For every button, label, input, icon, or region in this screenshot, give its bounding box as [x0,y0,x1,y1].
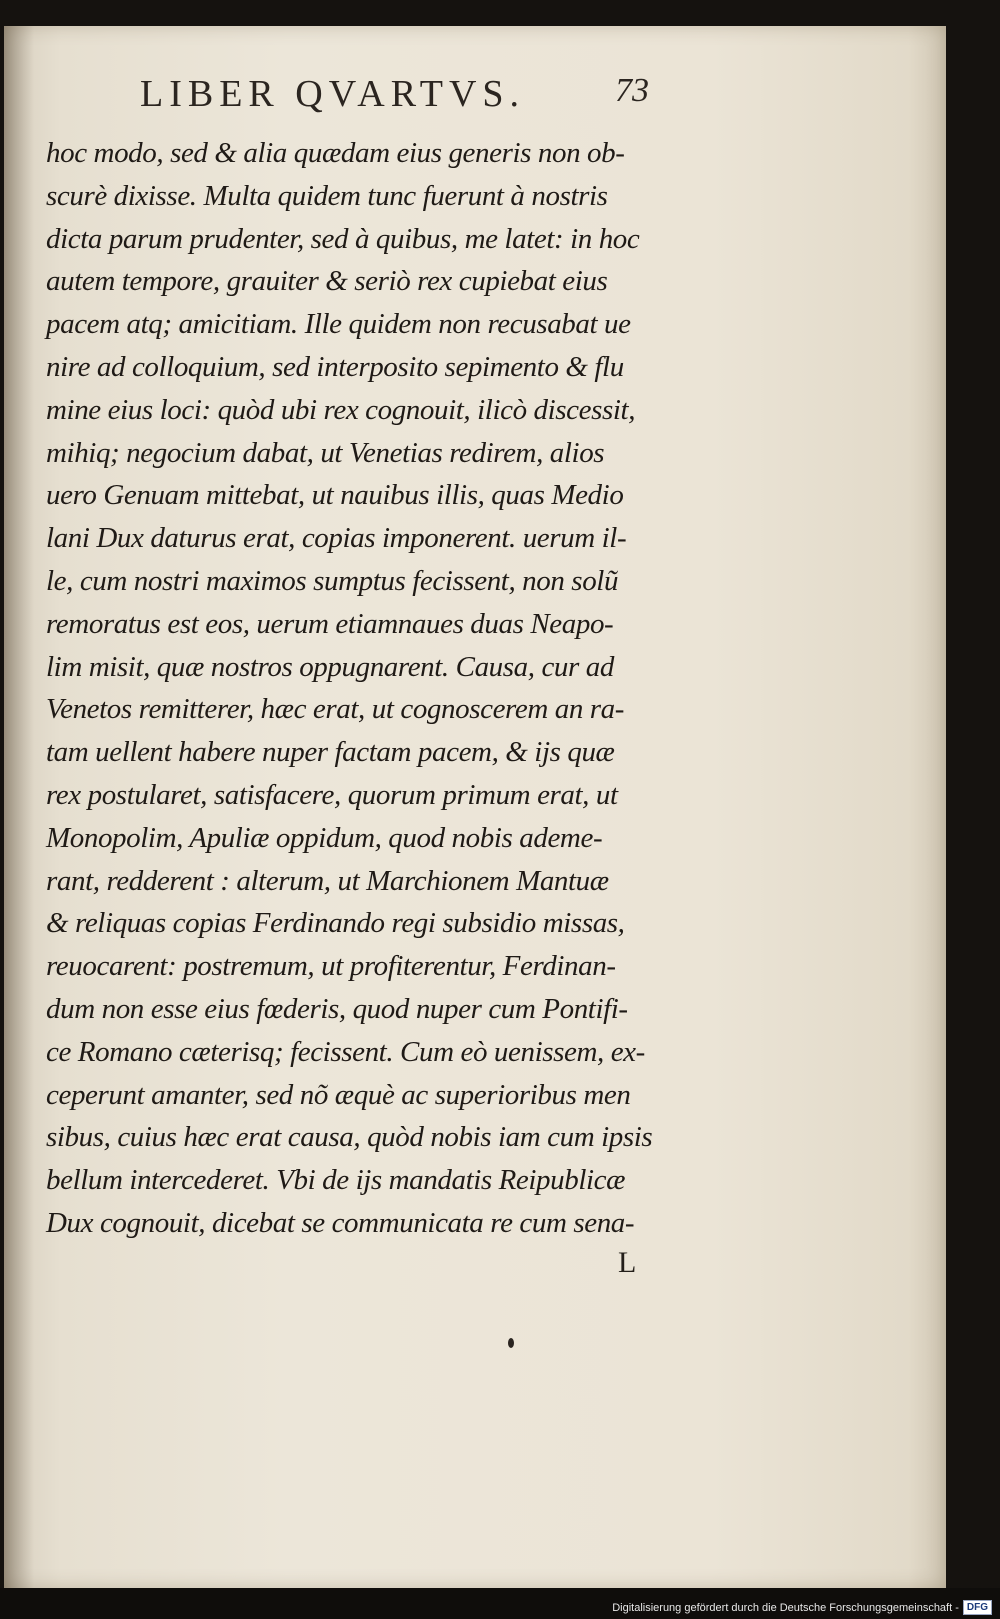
text-line: Monopolim, Apuliæ oppidum, quod nobis ademe- [46,821,603,854]
text-line: rex postularet, satisfacere, quorum primum erat, ut [46,778,618,811]
text-line: mine eius loci: quòd ubi rex cognouit, ilicò discessit, [46,393,636,426]
text-line: lim misit, quæ nostros oppugnarent. Causa, cur ad [46,650,614,683]
text-line: ce Romano cæterisq; fecissent. Cum eò uenissem, ex- [46,1035,645,1068]
text-line: tam uellent habere nuper factam pacem, & ijs quæ [46,736,615,769]
text-line: uero Genuam mittebat, ut nauibus illis, quas Medio [46,479,624,512]
digitization-footer [612,1600,992,1615]
text-line: autem tempore, grauiter & seriò rex cupiebat eius [46,265,608,298]
text-line: ceperunt amanter, sed nõ æquè ac superioribus men [46,1078,631,1111]
folio-number: 73 [615,72,649,109]
spine-shadow [4,26,34,1588]
text-line: mihiq; negocium dabat, ut Venetias redirem, alios [46,436,605,469]
text-line: pacem atq; amicitiam. Ille quidem non recusabat ue [46,308,631,341]
text-line: Venetos remitterer, hæc erat, ut cognoscerem an ra- [46,693,625,726]
body-text [46,132,696,1245]
ink-speck [508,1338,514,1348]
text-line: & reliquas copias Ferdinando regi subsidio missas, [46,907,625,940]
text-line: rant, redderent : alterum, ut Marchionem Mantuæ [46,864,609,897]
text-line: le, cum nostri maximos sumptus fecissent, non solũ [46,564,619,597]
dfg-logo-icon: DFG [963,1600,992,1615]
running-head [130,64,690,124]
footer-credit: Digitalisierung gefördert durch die Deutsche Forschungsgemeinschaft - [612,1601,959,1614]
text-line: remoratus est eos, uerum etiamnaues duas Neapo- [46,607,614,640]
running-title: LIBER QVARTVS. [140,73,526,115]
text-line: scurè dixisse. Multa quidem tunc fuerunt à nostris [46,179,608,212]
text-line: dum non esse eius fœderis, quod nuper cum Pontifi- [46,992,628,1025]
text-line: dicta parum prudenter, sed à quibus, me latet: in hoc [46,222,640,255]
text-line: nire ad colloquium, sed interposito sepimento & flu [46,350,624,383]
text-line: bellum intercederet. Vbi de ijs mandatis Reipublicæ [46,1164,626,1197]
text-line: reuocarent: postremum, ut profiterentur, Ferdinan- [46,950,616,983]
signature-mark: L [618,1246,637,1279]
text-line: Dux cognouit, dicebat se communicata re cum sena- [46,1206,635,1239]
text-line: sibus, cuius hæc erat causa, quòd nobis iam cum ipsis [46,1121,653,1154]
text-line: hoc modo, sed & alia quædam eius generis non ob- [46,137,625,169]
text-line: lani Dux daturus erat, copias imponerent. uerum il- [46,522,627,555]
